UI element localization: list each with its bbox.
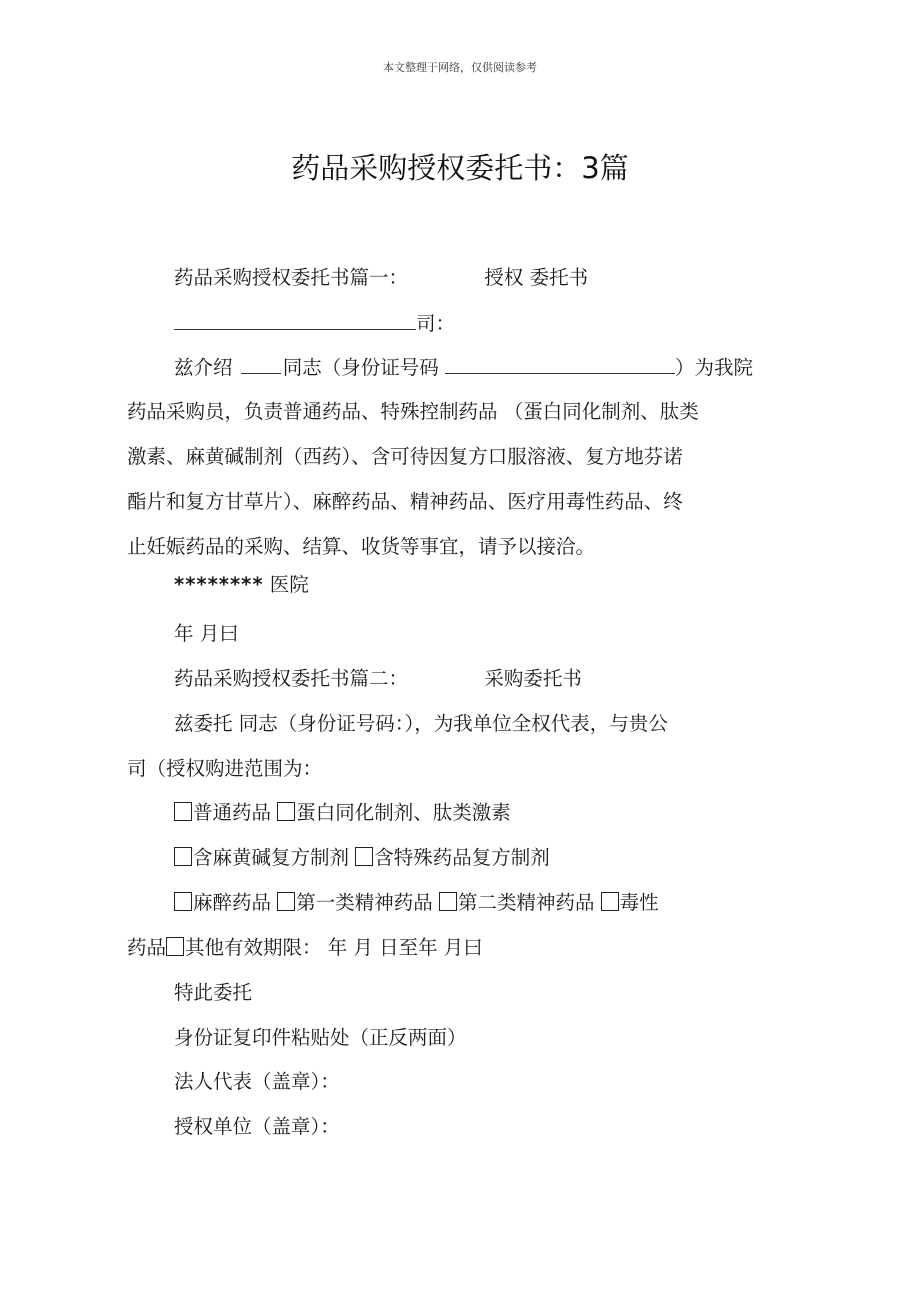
part2-entrust-line-2: 司（授权购进范围为： <box>127 757 323 780</box>
checkbox-other[interactable] <box>166 937 184 956</box>
scope-row-1 <box>174 800 511 826</box>
option-narcotic: 麻醉药品 <box>193 891 272 914</box>
part1-heading-label: 药品采购授权委托书篇一： <box>174 266 409 289</box>
part1-body-line-5: 止妊娠药品的采购、结算、收货等事宜，请予以接洽。 <box>127 535 596 558</box>
checkbox-psychotropic-class2[interactable] <box>439 892 457 911</box>
part1-body-line-2: 药品采购员，负责普通药品、特殊控制药品 （蛋白同化制剂、肽类 <box>127 400 699 423</box>
option-toxic-continued: 药品 <box>127 936 167 959</box>
part1-body-line-4: 酯片和复方甘草片）、麻醉药品、精神药品、医疗用毒性药品、终 <box>127 490 683 513</box>
intro-text-c: ）为我院 <box>674 356 753 379</box>
signer-name: 医院 <box>269 573 309 596</box>
legal-representative-seal: 法人代表（盖章）： <box>174 1070 340 1093</box>
intro-text-b: 同志（身份证号码 <box>282 356 439 379</box>
part1-intro-line <box>174 355 753 381</box>
option-general-drugs: 普通药品 <box>193 801 272 824</box>
part1-addressee <box>174 311 455 337</box>
checkbox-ephedrine-compound[interactable] <box>174 847 192 866</box>
option-other-validity: 其他有效期限： 年 月 日至年 月曰 <box>185 936 483 959</box>
option-protein-peptide: 蛋白同化制剂、肽类激素 <box>296 801 511 824</box>
part1-heading <box>174 265 588 291</box>
option-special-compound: 含特殊药品复方制剂 <box>374 846 550 869</box>
checkbox-psychotropic-class1[interactable] <box>277 892 295 911</box>
id-number-blank <box>445 355 675 374</box>
scope-row-4 <box>127 935 483 961</box>
part2-heading-label: 药品采购授权委托书篇二： <box>174 667 409 690</box>
option-psychotropic-class2: 第二类精神药品 <box>457 891 595 914</box>
closing-text: 特此委托 <box>174 981 253 1004</box>
checkbox-protein-peptide[interactable] <box>277 802 295 821</box>
checkbox-toxic[interactable] <box>601 892 619 911</box>
document-title: 药品采购授权委托书：3篇 <box>291 151 629 185</box>
name-blank <box>241 355 281 374</box>
option-ephedrine-compound: 含麻黄碱复方制剂 <box>193 846 350 869</box>
header-note: 本文整理于网络，仅供阅读参考 <box>383 61 537 74</box>
part1-body-line-3: 激素、麻黄碱制剂（西药）、含可待因复方口服溶液、复方地芬诺 <box>127 445 683 468</box>
part2-entrust-line-1: 兹委托 同志（身份证号码：），为我单位全权代表，与贵公 <box>174 712 668 735</box>
part2-heading <box>174 666 582 692</box>
addressee-blank <box>174 311 416 330</box>
signer-stars: ******** <box>174 573 264 596</box>
part1-date: 年 月曰 <box>174 622 239 645</box>
scope-row-2 <box>174 845 550 871</box>
part2-heading-title: 采购委托书 <box>484 667 582 690</box>
option-toxic: 毒性 <box>619 891 659 914</box>
intro-text-a: 兹介绍 <box>174 356 233 379</box>
authorizing-unit-seal: 授权单位（盖章）： <box>174 1115 340 1138</box>
part1-heading-title: 授权 委托书 <box>484 266 589 289</box>
part1-signer <box>174 572 309 598</box>
addressee-suffix: 司： <box>416 312 456 335</box>
checkbox-general-drugs[interactable] <box>174 802 192 821</box>
checkbox-special-compound[interactable] <box>355 847 373 866</box>
checkbox-narcotic[interactable] <box>174 892 192 911</box>
scope-row-3 <box>174 890 659 916</box>
option-psychotropic-class1: 第一类精神药品 <box>296 891 433 914</box>
id-copy-paste-area: 身份证复印件粘贴处（正反两面） <box>174 1026 467 1049</box>
